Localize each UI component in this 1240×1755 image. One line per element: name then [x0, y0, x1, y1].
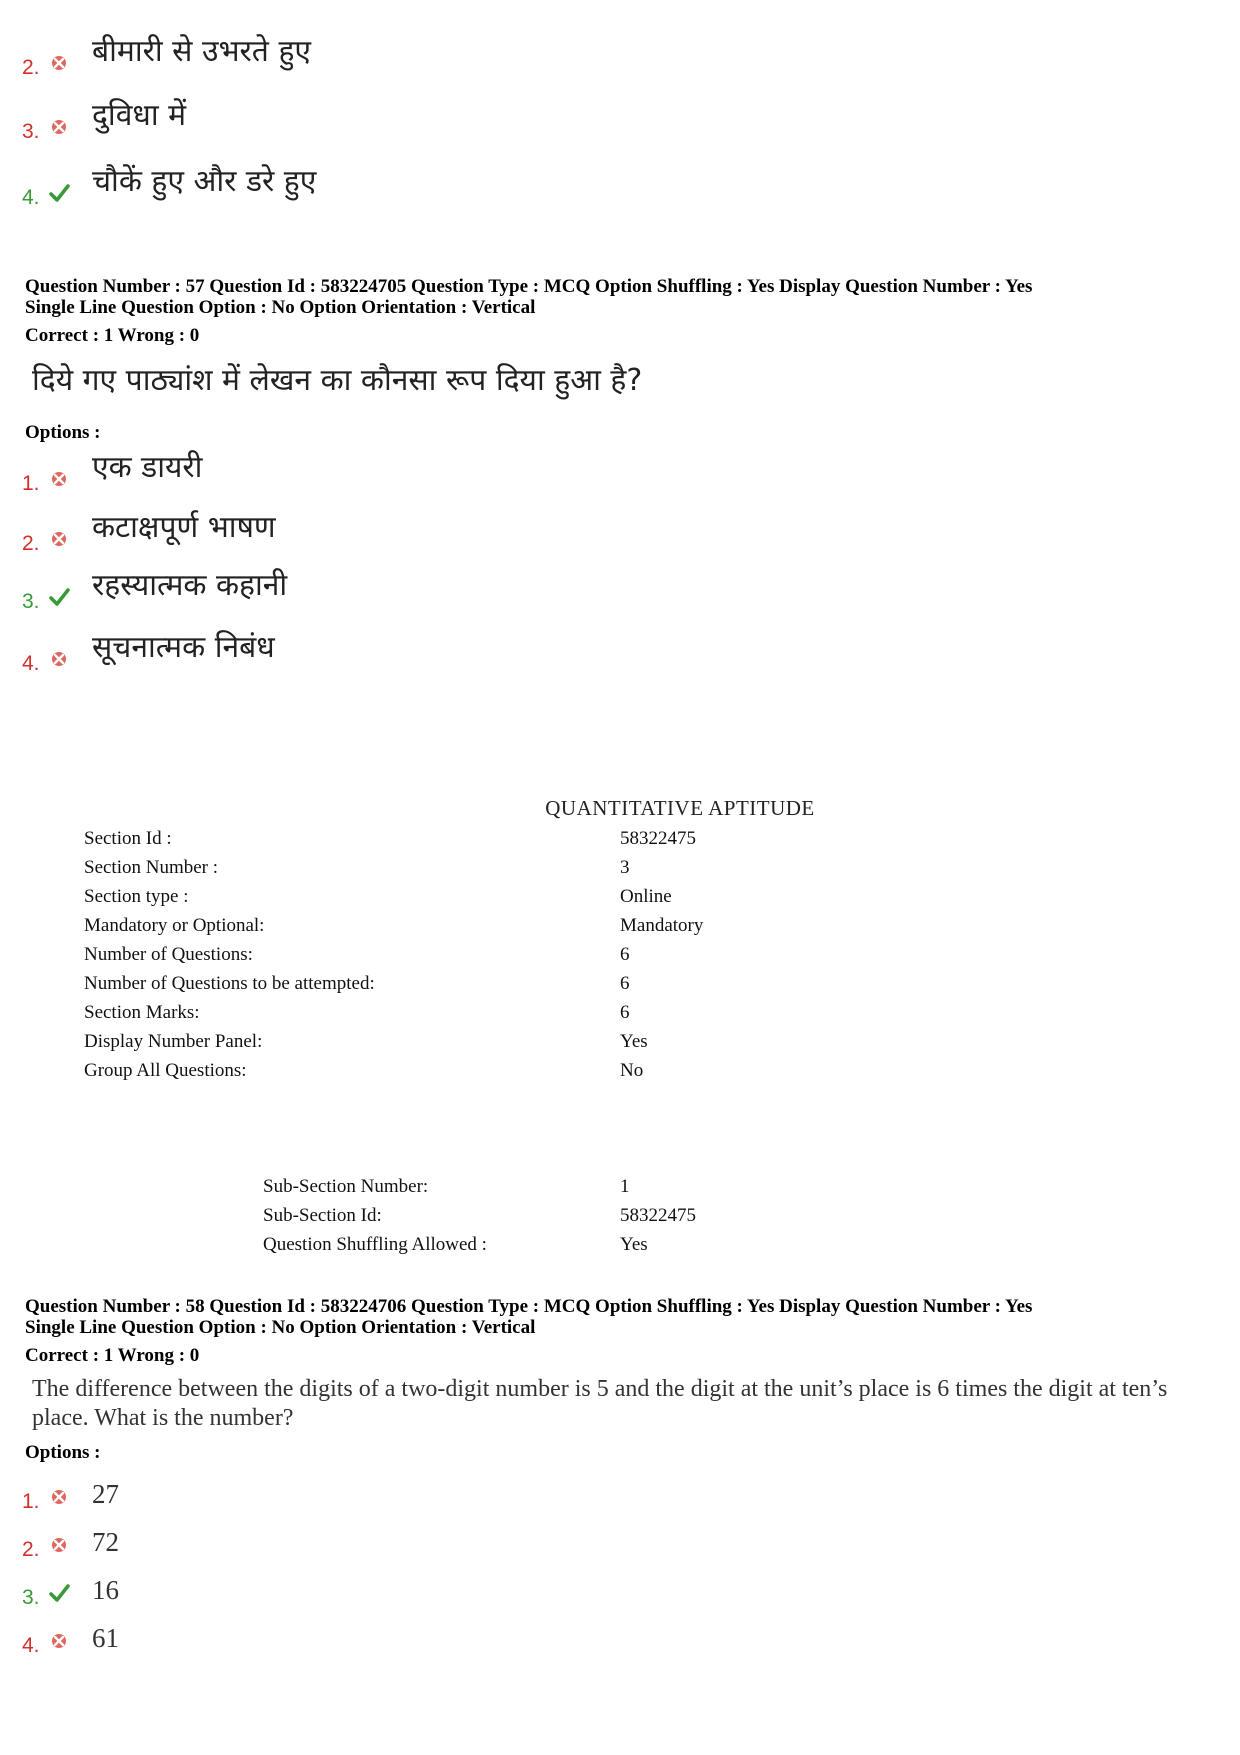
option-row — [22, 154, 1122, 210]
section-value: 58322475 — [620, 828, 696, 849]
option-text: चौकें हुए और डरे हुए — [92, 164, 317, 199]
question-score-line: Correct : 1 Wrong : 0 — [25, 325, 200, 346]
option-row — [22, 88, 1122, 144]
section-label: Section type : — [84, 886, 189, 907]
wrong-cross-icon — [48, 52, 70, 74]
section-label: Number of Questions to be attempted: — [84, 973, 375, 994]
option-row — [22, 500, 1122, 556]
option-row — [22, 440, 1122, 496]
option-text: रहस्यात्मक कहानी — [92, 568, 288, 603]
question-score-line: Correct : 1 Wrong : 0 — [25, 1345, 200, 1366]
wrong-cross-icon — [48, 1630, 70, 1652]
option-number: 2. — [22, 1538, 40, 1561]
subsection-label: Sub-Section Number: — [263, 1176, 429, 1197]
option-text: कटाक्षपूर्ण भाषण — [92, 510, 276, 545]
option-text: 61 — [92, 1623, 119, 1653]
correct-check-icon — [48, 182, 70, 204]
section-label: Section Number : — [84, 857, 219, 878]
option-row — [22, 558, 1122, 614]
wrong-cross-icon — [48, 116, 70, 138]
option-text: दुविधा में — [92, 98, 187, 133]
section-label: Section Marks: — [84, 1002, 200, 1023]
option-text: सूचनात्मक निबंध — [92, 630, 275, 665]
correct-check-icon — [48, 1582, 70, 1604]
wrong-cross-icon — [48, 1534, 70, 1556]
question-meta-line: Question Number : 58 Question Id : 583224706 Question Type : MCQ Option Shuffling : Yes Display Question Number : Yes — [25, 1296, 1033, 1317]
option-number: 4. — [22, 186, 40, 209]
section-value: 3 — [620, 857, 630, 878]
section-value: Yes — [620, 1031, 648, 1052]
section-value: Mandatory — [620, 915, 704, 936]
options-label: Options : — [25, 422, 101, 443]
option-row — [22, 620, 1122, 676]
option-row — [22, 24, 1122, 80]
section-label: Mandatory or Optional: — [84, 915, 265, 936]
option-number: 3. — [22, 590, 40, 613]
wrong-cross-icon — [48, 1486, 70, 1508]
subsection-label: Question Shuffling Allowed : — [263, 1234, 487, 1255]
subsection-label: Sub-Section Id: — [263, 1205, 382, 1226]
option-number: 4. — [22, 1634, 40, 1657]
question-meta-line: Single Line Question Option : No Option Orientation : Vertical — [25, 297, 536, 318]
wrong-cross-icon — [48, 528, 70, 550]
section-label: Number of Questions: — [84, 944, 253, 965]
section-label: Group All Questions: — [84, 1060, 247, 1081]
wrong-cross-icon — [48, 468, 70, 490]
section-value: 6 — [620, 1002, 630, 1023]
question-meta-line: Question Number : 57 Question Id : 583224705 Question Type : MCQ Option Shuffling : Yes Display Question Number : Yes — [25, 276, 1033, 297]
option-text: 72 — [92, 1527, 119, 1557]
option-row — [22, 1602, 1122, 1658]
question-text: The difference between the digits of a two-digit number is 5 and the digit at the unit’s place is 6 times the digit at ten’s place. What is the number? — [32, 1376, 1168, 1431]
option-text: 27 — [92, 1479, 119, 1509]
wrong-cross-icon — [48, 648, 70, 670]
subsection-value: 58322475 — [620, 1205, 696, 1226]
option-number: 3. — [22, 1586, 40, 1609]
option-number: 3. — [22, 120, 40, 143]
section-value: 6 — [620, 973, 630, 994]
section-title: QUANTITATIVE APTITUDE — [545, 796, 815, 820]
option-number: 2. — [22, 56, 40, 79]
section-label: Section Id : — [84, 828, 172, 849]
option-number: 2. — [22, 532, 40, 555]
option-number: 1. — [22, 1490, 40, 1513]
options-label: Options : — [25, 1442, 101, 1463]
question-meta-line: Single Line Question Option : No Option Orientation : Vertical — [25, 1317, 536, 1338]
question-text: दिये गए पाठ्यांश में लेखन का कौनसा रूप दिया हुआ है? — [32, 363, 643, 398]
section-value: Online — [620, 886, 672, 907]
subsection-value: 1 — [620, 1176, 630, 1197]
option-number: 1. — [22, 472, 40, 495]
option-text: 16 — [92, 1575, 119, 1605]
section-value: No — [620, 1060, 644, 1081]
option-text: एक डायरी — [92, 450, 203, 485]
option-number: 4. — [22, 652, 40, 675]
correct-check-icon — [48, 586, 70, 608]
option-text: बीमारी से उभरते हुए — [92, 34, 311, 69]
section-label: Display Number Panel: — [84, 1031, 263, 1052]
subsection-value: Yes — [620, 1234, 648, 1255]
section-value: 6 — [620, 944, 630, 965]
